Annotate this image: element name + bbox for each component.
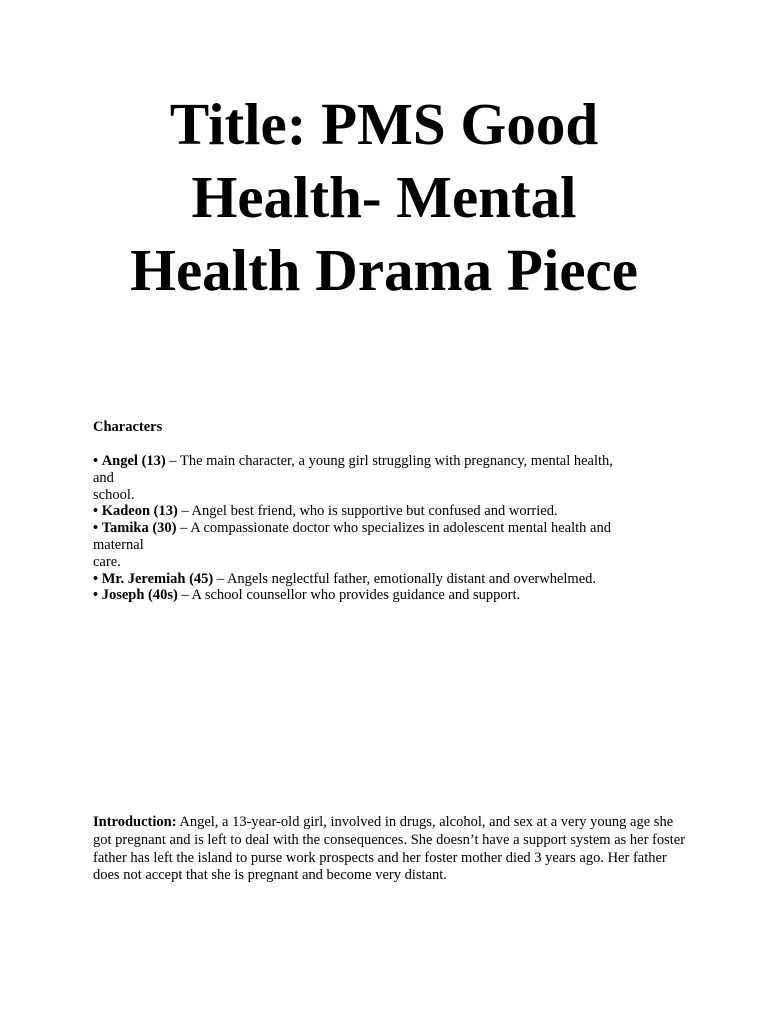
introduction-text: got pregnant and is left to deal with the consequences. She doesn’t have a support system as her foster	[93, 831, 686, 848]
introduction-text: father has left the island to purse work prospects and her foster mother died 3 years ago. Her father	[93, 849, 667, 866]
bullet: •	[93, 520, 99, 537]
character-description: – A compassionate doctor who specializes in adolescent mental health and	[176, 520, 611, 537]
bullet: •	[93, 453, 99, 469]
character-description: – Angels neglectful father, emotionally distant and overwhelmed.	[213, 570, 597, 587]
character-name: Kadeon (13)	[101, 503, 178, 520]
character-name: Joseph (40s)	[101, 587, 178, 604]
title-line: Health- Mental	[191, 164, 577, 230]
character-description-continued: and	[93, 469, 114, 486]
introduction-text: Angel, a 13-year-old girl, involved in drugs, alcohol, and sex at a very young age she	[176, 814, 674, 830]
character-item-angel	[93, 453, 663, 503]
character-name: Mr. Jeremiah (45)	[101, 570, 214, 587]
characters-heading: Characters	[93, 419, 163, 435]
character-description: – Angel best friend, who is supportive but confused and worried.	[177, 503, 558, 520]
character-description-continued: school.	[93, 486, 135, 503]
introduction-label: Introduction:	[93, 814, 177, 830]
character-description: – A school counsellor who provides guidance and support.	[177, 587, 521, 604]
character-item-joseph	[93, 587, 663, 604]
character-item-tamika	[93, 520, 663, 570]
character-description-continued: care.	[93, 553, 121, 570]
bullet: •	[93, 503, 99, 520]
title-line: Title: PMS Good	[169, 91, 599, 157]
page-title	[60, 88, 708, 307]
character-name: Angel (13)	[101, 453, 166, 469]
introduction-paragraph	[93, 814, 686, 885]
introduction-text: does not accept that she is pregnant and become very distant.	[93, 867, 447, 884]
character-description: – The main character, a young girl struggling with pregnancy, mental health,	[165, 453, 613, 469]
title-line: Health Drama Piece	[130, 237, 638, 303]
bullet: •	[93, 587, 99, 604]
character-item-kadeon	[93, 503, 663, 520]
character-item-mr-jeremiah	[93, 571, 663, 588]
character-list	[93, 453, 663, 604]
bullet: •	[93, 570, 99, 587]
character-name: Tamika (30)	[101, 520, 177, 537]
character-description-continued: maternal	[93, 536, 144, 553]
